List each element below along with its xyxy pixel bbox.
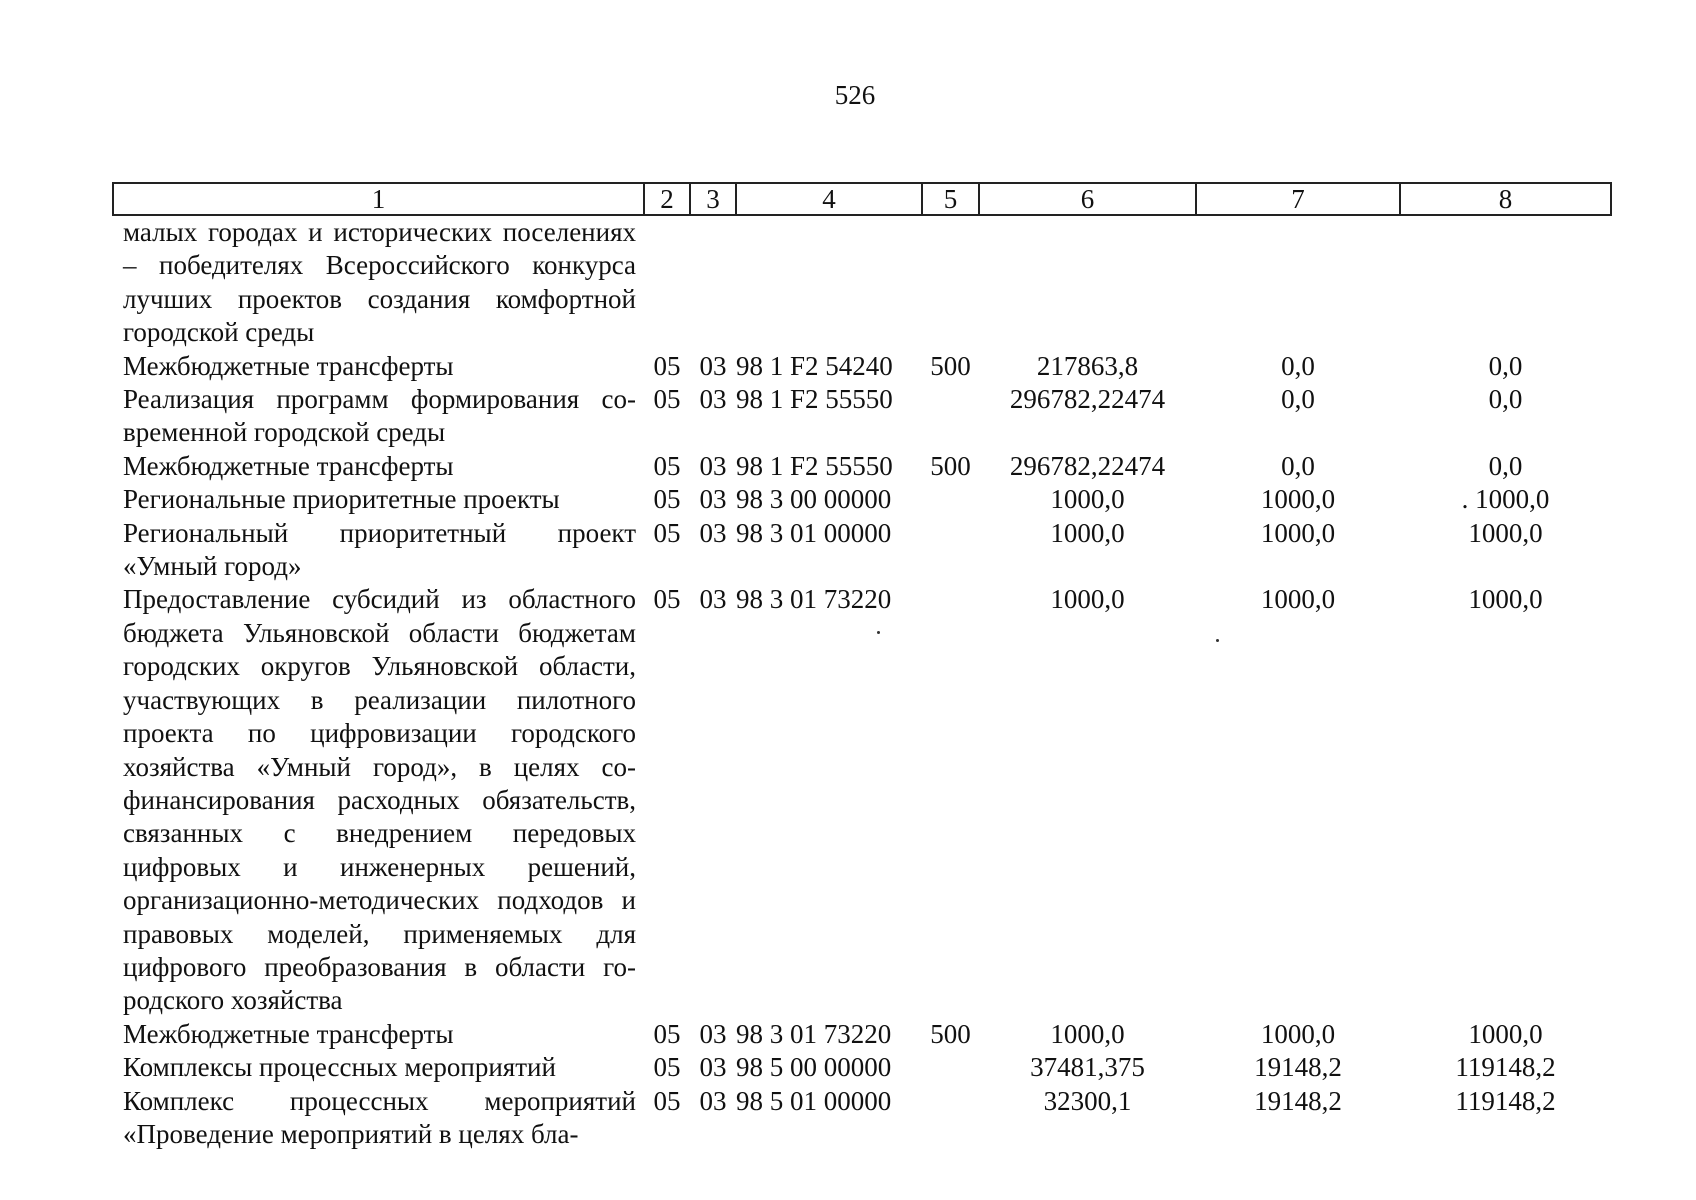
row-amount-col8: 0,0 bbox=[1488, 350, 1523, 381]
table-row bbox=[113, 483, 1611, 516]
table-row bbox=[113, 383, 1611, 450]
row-subsection: 03 bbox=[699, 484, 727, 515]
header-col-6: 6 bbox=[979, 183, 1196, 215]
table-row bbox=[113, 583, 1611, 1017]
row-target-code bbox=[736, 215, 922, 350]
row-target-code: 98 1 F2 54240 bbox=[736, 350, 893, 381]
row-section: 05 bbox=[653, 350, 681, 381]
row-expense-type: 500 bbox=[930, 350, 971, 381]
row-section: 05 bbox=[653, 1085, 681, 1116]
row-amount-col7: 0,0 bbox=[1281, 350, 1315, 381]
row-amount-col7: 19148,2 bbox=[1254, 1052, 1342, 1083]
row-amount-col8: 119148,2 bbox=[1455, 1085, 1556, 1116]
row-section: 05 bbox=[653, 517, 681, 548]
row-amount-col8 bbox=[1400, 215, 1611, 350]
row-subsection: 03 bbox=[699, 584, 727, 615]
row-section: 05 bbox=[653, 584, 681, 615]
header-col-1: 1 bbox=[113, 183, 644, 215]
row-target-code: 98 5 01 00000 bbox=[736, 1085, 892, 1116]
row-name: Региональный приоритетный проект «Умный город» bbox=[123, 517, 636, 582]
row-subsection: 03 bbox=[699, 384, 727, 415]
row-name: Реализация программ формирования современной городской среды bbox=[123, 384, 636, 448]
row-name: Межбюджетные трансферты bbox=[123, 1018, 454, 1049]
row-section: 05 bbox=[653, 484, 681, 515]
row-amount-col7: 1000,0 bbox=[1260, 484, 1336, 515]
header-row bbox=[113, 183, 1611, 215]
row-name: Предоставление субсидий из областного бюджета Ульяновской области бюджетам городских округов Ульяновской области, участвующих в реализации пилотного проекта по цифровизации городского хозяйства «Умный город», в целях софинансирования расходных обязательств, связанных с внедрением передовых цифровых и инженерных решений, организационно-методических подходов и правовых моделей, применяемых для цифрового преобразования в области городского хозяйства bbox=[123, 584, 636, 1016]
row-name: Комплекс процессных мероприятий «Проведение мероприятий в целях бла- bbox=[123, 1085, 636, 1149]
budget-table bbox=[112, 182, 1612, 1151]
scan-speck bbox=[877, 631, 880, 634]
row-expense-type bbox=[922, 215, 979, 350]
row-amount-col8: 0,0 bbox=[1488, 384, 1523, 415]
row-subsection: 03 bbox=[699, 350, 727, 381]
row-amount-col7: 0,0 bbox=[1281, 384, 1315, 415]
table-row bbox=[113, 215, 1611, 350]
row-amount-col7 bbox=[1196, 215, 1400, 350]
row-subsection: 03 bbox=[699, 1052, 727, 1083]
header-col-7: 7 bbox=[1196, 183, 1400, 215]
row-amount-col6: 1000,0 bbox=[1050, 1018, 1125, 1049]
row-section bbox=[644, 215, 690, 350]
table-row bbox=[113, 1018, 1611, 1051]
row-amount-col7: 1000,0 bbox=[1260, 1018, 1336, 1049]
row-target-code: 98 3 01 73220 bbox=[736, 1018, 892, 1049]
table-row bbox=[113, 1051, 1611, 1084]
row-subsection: 03 bbox=[699, 1018, 727, 1049]
row-target-code: 98 5 00 00000 bbox=[736, 1052, 892, 1083]
row-amount-col7: 19148,2 bbox=[1254, 1085, 1342, 1116]
row-subsection: 03 bbox=[699, 517, 727, 548]
row-name: Межбюджетные трансферты bbox=[123, 350, 454, 381]
row-target-code: 98 3 01 00000 bbox=[736, 517, 892, 548]
row-amount-col8: 119148,2 bbox=[1455, 1052, 1556, 1083]
row-name: Комплексы процессных мероприятий bbox=[123, 1052, 556, 1083]
row-amount-col6: 32300,1 bbox=[1043, 1085, 1132, 1116]
table-row bbox=[113, 450, 1611, 483]
row-amount-col8: 1000,0 bbox=[1468, 517, 1543, 548]
table-row bbox=[113, 517, 1611, 584]
row-target-code: 98 1 F2 55550 bbox=[736, 384, 893, 415]
row-name: Межбюджетные трансферты bbox=[123, 450, 454, 481]
row-amount-col6: 1000,0 bbox=[1050, 584, 1125, 615]
header-col-5: 5 bbox=[922, 183, 979, 215]
row-amount-col6: 296782,22474 bbox=[1009, 450, 1166, 481]
row-target-code: 98 1 F2 55550 bbox=[736, 450, 893, 481]
header-col-3: 3 bbox=[690, 183, 736, 215]
row-expense-type: 500 bbox=[930, 1018, 971, 1049]
row-name: Региональные приоритетные проекты bbox=[123, 484, 560, 515]
row-expense-type bbox=[922, 583, 979, 1017]
row-expense-type bbox=[922, 517, 979, 584]
row-section: 05 bbox=[653, 384, 681, 415]
row-name: малых городах и исторических поселениях – победителях Всероссийского конкурса лучших проектов создания комфортной городской среды bbox=[123, 217, 636, 348]
row-section: 05 bbox=[653, 1052, 681, 1083]
row-amount-col7: 0,0 bbox=[1281, 450, 1315, 481]
row-amount-col8: . 1000,0 bbox=[1461, 484, 1550, 515]
row-amount-col6: 1000,0 bbox=[1050, 517, 1125, 548]
row-expense-type bbox=[922, 1085, 979, 1152]
row-subsection: 03 bbox=[699, 450, 727, 481]
scan-speck bbox=[1216, 639, 1219, 642]
row-expense-type bbox=[922, 1051, 979, 1084]
row-amount-col8: 1000,0 bbox=[1468, 1018, 1543, 1049]
row-subsection bbox=[690, 215, 736, 350]
row-amount-col8: 1000,0 bbox=[1468, 584, 1543, 615]
header-col-2: 2 bbox=[644, 183, 690, 215]
row-subsection: 03 bbox=[699, 1085, 727, 1116]
row-amount-col7: 1000,0 bbox=[1260, 517, 1336, 548]
row-target-code: 98 3 00 00000 bbox=[736, 484, 892, 515]
table-row bbox=[113, 350, 1611, 383]
row-amount-col6: 37481,375 bbox=[1030, 1052, 1145, 1083]
header-col-4: 4 bbox=[736, 183, 922, 215]
row-expense-type bbox=[922, 383, 979, 450]
row-amount-col6: 217863,8 bbox=[1036, 350, 1139, 381]
row-expense-type: 500 bbox=[930, 450, 971, 481]
header-col-8: 8 bbox=[1400, 183, 1611, 215]
row-amount-col6: 296782,22474 bbox=[1009, 384, 1166, 415]
table-row bbox=[113, 1085, 1611, 1152]
row-section: 05 bbox=[653, 450, 681, 481]
row-amount-col7: 1000,0 bbox=[1260, 584, 1336, 615]
row-amount-col6: 1000,0 bbox=[1050, 484, 1125, 515]
row-target-code: 98 3 01 73220 bbox=[736, 584, 892, 615]
row-amount-col6 bbox=[979, 215, 1196, 350]
page-number: 526 bbox=[834, 80, 876, 110]
row-section: 05 bbox=[653, 1018, 681, 1049]
row-amount-col8: 0,0 bbox=[1488, 450, 1523, 481]
row-expense-type bbox=[922, 483, 979, 516]
